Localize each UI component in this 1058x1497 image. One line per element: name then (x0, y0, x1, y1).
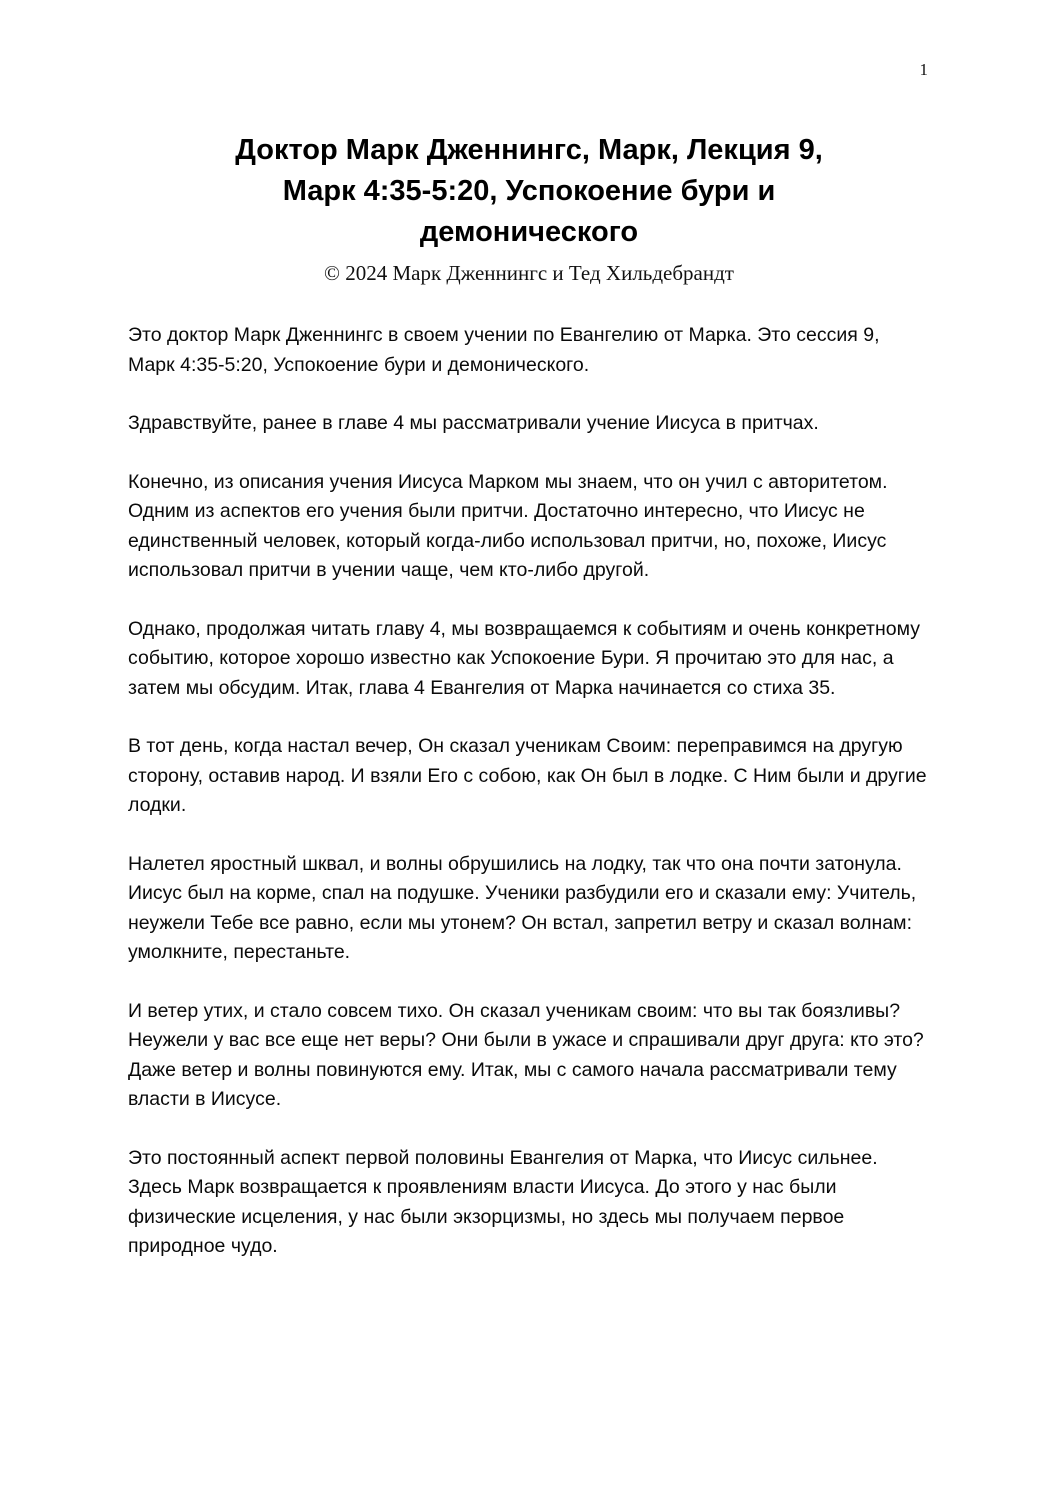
paragraph-4: Однако, продолжая читать главу 4, мы возвращаемся к событиям и очень конкретному событию, которое хорошо известно как Успокоение Бури. Я прочитаю это для нас, а затем мы обсудим. Итак, глава 4 Евангелия от Марка начинается со стиха 35. (128, 617, 920, 699)
document-title-line-1: Доктор Марк Дженнингс, Марк, Лекция 9, (235, 134, 823, 166)
paragraph-8: Это постоянный аспект первой половины Евангелия от Марка, что Иисус сильнее. Здесь Марк возвращается к проявлениям власти Иисуса. До этого у нас были физические исцеления, у нас были экзорцизмы, но здесь мы получаем первое природное чудо. (128, 1146, 878, 1257)
paragraph-2: Здравствуйте, ранее в главе 4 мы рассматривали учение Иисуса в притчах. (128, 412, 819, 434)
copyright-line: © 2024 Марк Дженнингс и Тед Хильдебрандт (324, 261, 734, 285)
paragraph-1: Это доктор Марк Дженнингс в своем учении по Евангелию от Марка. Это сессия 9, Марк 4:35-5:20, Успокоение бури и демонического. (128, 324, 880, 376)
paragraph-6: Налетел яростный шквал, и волны обрушились на лодку, так что она почти затонула. Иисус был на корме, спал на подушке. Ученики разбудили его и сказали ему: Учитель, неужели Тебе все равно, если мы утонем? Он встал, запретил ветру и сказал волнам: умолкните, перестаньте. (128, 852, 917, 963)
document-title-line-3: демонического (419, 216, 639, 248)
document-body (128, 321, 930, 1262)
paragraph-3: Конечно, из описания учения Иисуса Марком мы знаем, что он учил с авторитетом. Одним из аспектов его учения были притчи. Достаточно интересно, что Иисус не единственный человек, который когда-либо использовал притчи, но, похоже, Иисус использовал притчи в учении чаще, чем кто-либо другой. (128, 470, 888, 581)
document-title (128, 130, 930, 253)
paragraph-7: И ветер утих, и стало совсем тихо. Он сказал ученикам своим: что вы так боязливы? Неужели у вас все еще нет веры? Они были в ужасе и спрашивали друг друга: кто это? Даже ветер и волны повинуются ему. Итак, мы с самого начала рассматривали тему власти в Иисусе. (128, 999, 924, 1110)
document-title-line-2: Марк 4:35-5:20, Успокоение бури и (282, 175, 776, 207)
paragraph-5: В тот день, когда настал вечер, Он сказал ученикам Своим: переправимся на другую сторону, оставив народ. И взяли Его с собою, как Он был в лодке. С Ним были и другие лодки. (128, 735, 927, 816)
page-number: 1 (919, 60, 928, 79)
